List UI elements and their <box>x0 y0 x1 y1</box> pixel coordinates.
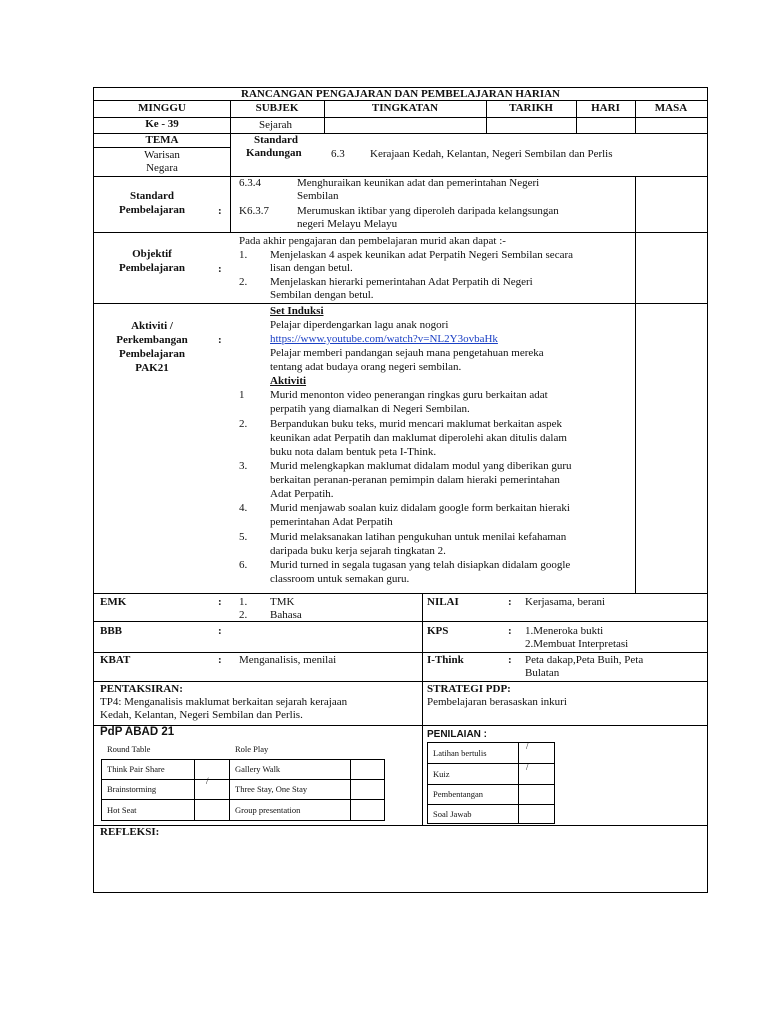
rule <box>518 742 519 824</box>
aktiviti-label: PAK21 <box>135 362 169 374</box>
pentaksiran-label: PENTAKSIRAN: <box>100 683 183 695</box>
colon: : <box>218 654 222 666</box>
step-text: Berpandukan buku teks, murid mencari maklumat berkaitan aspek <box>270 418 563 430</box>
rule <box>94 725 707 726</box>
tema-value: Negara <box>146 162 178 174</box>
objektif-intro: Pada akhir pengajaran dan pembelajaran murid akan dapat :- <box>239 235 506 247</box>
objektif-label: Pembelajaran <box>119 262 185 274</box>
step-text: classroom untuk semakan guru. <box>270 573 410 585</box>
rule <box>94 232 707 233</box>
rule <box>94 303 707 304</box>
step-text: pemerintahan Adat Perpatih <box>270 516 393 528</box>
colon: : <box>218 205 222 217</box>
bbb-label: BBB <box>100 625 123 637</box>
nilai-value: Kerjasama, berani <box>525 596 606 608</box>
sp-text: Menghuraikan keunikan adat dan pemerintahan Negeri <box>297 177 540 189</box>
kps-label: KPS <box>427 625 449 637</box>
sp-text: Merumuskan iktibar yang diperoleh daripada kelangsungan <box>297 205 559 217</box>
kbat-value: Menganalisis, menilai <box>239 654 337 666</box>
aktiviti-label: Aktiviti / <box>131 320 173 332</box>
standard-pembelajaran-label: Pembelajaran <box>119 204 185 216</box>
subjek-label: SUBJEK <box>255 102 299 114</box>
emk-num: 2. <box>239 609 248 621</box>
emk-value: TMK <box>270 596 295 608</box>
step-text: Murid turned in segala tugasan yang telah disiapkan didalam google <box>270 559 571 571</box>
checkmark: / <box>206 776 209 786</box>
step-text: daripada buku kerja sejarah tingkatan 2. <box>270 545 446 557</box>
objektif-text: Sembilan dengan betul. <box>270 289 374 301</box>
step-text: Murid melaksanakan latihan pengukuhan untuk menilai kefahaman <box>270 531 567 543</box>
step-num: 2. <box>239 418 248 430</box>
sp-code: K6.3.7 <box>239 205 269 217</box>
colon: : <box>218 334 222 346</box>
step-text: buku nota dalam bentuk peta I-Think. <box>270 446 437 458</box>
sp-text: negeri Melayu Melayu <box>297 218 398 230</box>
colon: : <box>508 625 512 637</box>
colon: : <box>218 625 222 637</box>
sp-code: 6.3.4 <box>239 177 261 189</box>
kbat-label: KBAT <box>100 654 131 666</box>
penilaian-item: Soal Jawab <box>433 809 472 819</box>
sp-text: Sembilan <box>297 190 339 202</box>
tema-label: TEMA <box>145 134 179 146</box>
standard-kandungan-label: Kandungan <box>246 147 302 159</box>
emk-value: Bahasa <box>270 609 302 621</box>
rule <box>422 593 423 825</box>
colon: : <box>508 596 512 608</box>
tema-value: Warisan <box>144 149 180 161</box>
tarikh-label: TARIKH <box>509 102 553 114</box>
standard-kandungan-text: Kerajaan Kedah, Kelantan, Negeri Sembilan dan Perlis <box>370 148 613 160</box>
emk-label: EMK <box>100 596 127 608</box>
colon: : <box>508 654 512 666</box>
step-num: 5. <box>239 531 248 543</box>
penilaian-item: Latihan bertulis <box>433 748 487 758</box>
rule <box>229 759 230 821</box>
rule <box>350 759 351 821</box>
hari-label: HARI <box>591 102 620 114</box>
nilai-label: NILAI <box>427 596 459 608</box>
pentaksiran-text: TP4: Menganalisis maklumat berkaitan sejarah kerajaan <box>100 696 348 708</box>
pdp-item: Role Play <box>235 744 269 754</box>
pdp-item: Group presentation <box>235 805 301 815</box>
pdp-item: Brainstorming <box>107 784 157 794</box>
step-text: keunikan adat Perpatih dan maklumat diperolehi akan ditulis dalam <box>270 432 567 444</box>
ithink-value: Bulatan <box>525 667 560 679</box>
step-num: 6. <box>239 559 248 571</box>
penilaian-heading: PENILAIAN : <box>427 729 487 740</box>
induksi-text: Pelajar diperdengarkan lagu anak nogori <box>270 319 449 331</box>
rule <box>94 681 707 682</box>
step-text: Murid melengkapkan maklumat didalam modul yang diberikan guru <box>270 460 572 472</box>
step-text: berkaitan peranan-peranan pemimpin dalam hieraki pemerintahan <box>270 474 560 486</box>
step-text: Murid menjawab soalan kuiz didalam google form berkaitan hieraki <box>270 502 570 514</box>
rule <box>635 176 636 593</box>
step-num: 1 <box>239 389 245 401</box>
kps-value: 2.Membuat Interpretasi <box>525 638 629 650</box>
checkmark: / <box>526 741 529 751</box>
standard-kandungan-code: 6.3 <box>331 148 345 160</box>
penilaian-item: Kuiz <box>433 769 450 779</box>
colon: : <box>218 263 222 275</box>
youtube-link[interactable]: https://www.youtube.com/watch?v=NL2Y3ovbaHk <box>270 333 498 345</box>
step-text: perpatih yang diamalkan di Negeri Sembilan. <box>270 403 470 415</box>
rule <box>94 593 707 594</box>
rule <box>94 825 707 826</box>
emk-num: 1. <box>239 596 248 608</box>
standard-pembelajaran-label: Standard <box>129 190 175 202</box>
page-title: RANCANGAN PENGAJARAN DAN PEMBELAJARAN HARIAN <box>241 88 560 100</box>
ithink-label: I-Think <box>427 654 464 666</box>
rule <box>230 100 231 232</box>
checkmark: / <box>526 762 529 772</box>
pentaksiran-text: Kedah, Kelantan, Negeri Sembilan dan Perlis. <box>100 709 303 721</box>
step-text: Adat Perpatih. <box>270 488 334 500</box>
masa-label: MASA <box>654 102 688 114</box>
rule <box>94 147 230 148</box>
objektif-text: Menjelaskan 4 aspek keunikan adat Perpatih Negeri Sembilan secara <box>270 249 573 261</box>
objektif-label: Objektif <box>132 248 172 260</box>
aktiviti-label: Perkembangan <box>116 334 188 346</box>
ithink-value: Peta dakap,Peta Buih, Peta <box>525 654 644 666</box>
subjek-value: Sejarah <box>259 119 292 131</box>
minggu-value: Ke - 39 <box>145 118 179 130</box>
aktiviti-heading: Aktiviti <box>270 375 307 387</box>
objektif-text: Menjelaskan hierarki pemerintahan Adat Perpatih di Negeri <box>270 276 533 288</box>
pdp-item: Hot Seat <box>107 805 137 815</box>
aktiviti-label: Pembelajaran <box>119 348 185 360</box>
standard-kandungan-label: Standard <box>254 134 299 146</box>
objektif-num: 2. <box>239 276 248 288</box>
strategi-label: STRATEGI PDP: <box>427 683 511 695</box>
objektif-num: 1. <box>239 249 248 261</box>
penilaian-item: Pembentangan <box>433 789 484 799</box>
pdp-item: Think Pair Share <box>107 764 165 774</box>
induksi-text: tentang adat budaya orang negeri sembilan. <box>270 361 462 373</box>
step-num: 3. <box>239 460 248 472</box>
kps-value: 1.Meneroka bukti <box>525 625 604 637</box>
pdp-item: Three Stay, One Stay <box>235 784 308 794</box>
rule <box>101 799 385 800</box>
colon: : <box>218 596 222 608</box>
rule <box>94 652 707 653</box>
pdp-item: Round Table <box>107 744 151 754</box>
step-text: Murid menonton video penerangan ringkas guru berkaitan adat <box>270 389 548 401</box>
rule <box>427 763 555 764</box>
rule <box>427 784 555 785</box>
strategi-value: Pembelajaran berasaskan inkuri <box>427 696 567 708</box>
pdp-item: Gallery Walk <box>235 764 281 774</box>
objektif-text: lisan dengan betul. <box>270 262 353 274</box>
step-num: 4. <box>239 502 248 514</box>
tingkatan-label: TINGKATAN <box>371 102 439 114</box>
minggu-label: MINGGU <box>138 102 186 114</box>
induksi-text: Pelajar memberi pandangan sejauh mana pengetahuan mereka <box>270 347 544 359</box>
rule <box>94 621 707 622</box>
pdp-heading: PdP ABAD 21 <box>100 726 175 738</box>
rule <box>427 804 555 805</box>
refleksi-label: REFLEKSI: <box>100 826 160 838</box>
lesson-plan-form <box>93 87 708 893</box>
rule <box>101 779 385 780</box>
set-induksi-heading: Set Induksi <box>270 305 324 317</box>
rule <box>194 759 195 821</box>
